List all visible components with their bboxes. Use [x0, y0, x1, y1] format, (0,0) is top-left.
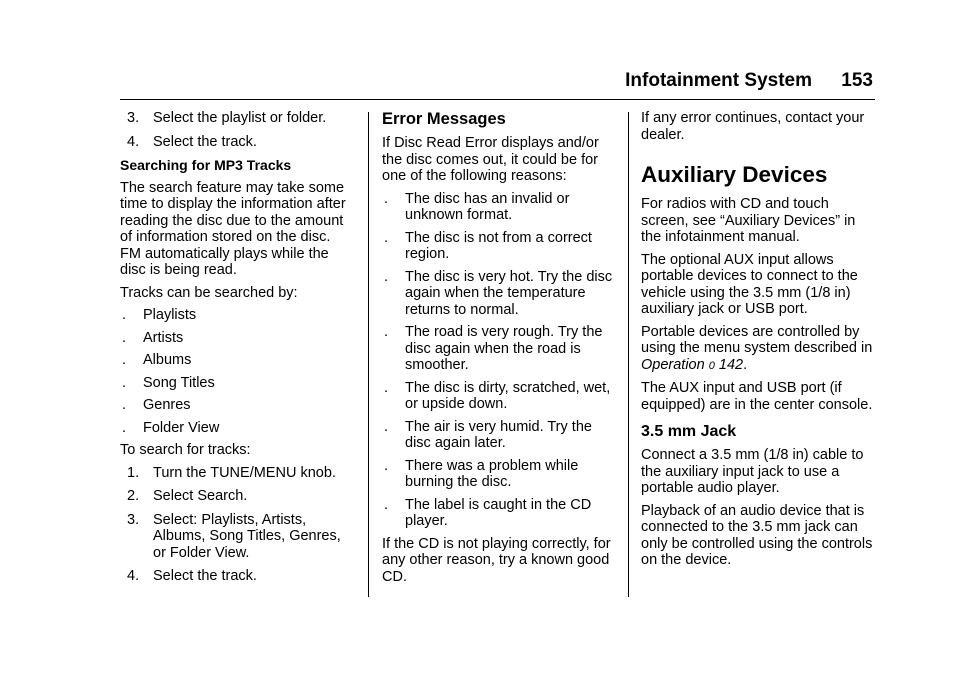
heading-auxiliary-devices: Auxiliary Devices — [641, 162, 828, 187]
list-item: . The disc is very hot. Try the disc again when the temperature returns to normal. — [384, 268, 613, 318]
paragraph: Portable devices are controlled by using the menu system described in Operation 0 142. — [641, 323, 873, 373]
paragraph: Playback of an audio device that is connected to the 3.5 mm jack can only be controlled using the controls on the device. — [641, 502, 873, 568]
list-item: . Artists — [122, 329, 184, 346]
step-item: 3. Select: Playlists, Artists, Albums, Song Titles, Genres, or Folder View. — [127, 511, 341, 561]
heading-jack: 3.5 mm Jack — [641, 423, 737, 440]
column-1 — [120, 110, 352, 592]
paragraph: If Disc Read Error displays and/or the disc comes out, it could be for one of the following reasons: — [382, 135, 599, 184]
paragraph: Connect a 3.5 mm (1/8 in) cable to the auxiliary input jack to use a portable audio player. — [641, 447, 864, 496]
list-item: . Playlists — [122, 307, 197, 323]
paragraph: Tracks can be searched by: — [120, 284, 298, 301]
paragraph: The optional AUX input allows portable devices to connect to the vehicle using the 3.5 mm (1/8 in) auxiliary jack or USB port. — [641, 251, 858, 317]
list-item: . There was a problem while burning the disc. — [384, 457, 579, 490]
page-section-title: Infotainment System — [625, 70, 812, 91]
list-item: . The disc has an invalid or unknown format. — [384, 190, 570, 223]
step-item: 2. Select Search. — [127, 488, 248, 504]
list-item: . Albums — [122, 352, 192, 368]
list-item: . The disc is dirty, scratched, wet, or upside down. — [384, 379, 611, 412]
list-item: . Folder View — [122, 419, 220, 436]
paragraph: The search feature may take some time to display the information after reading the disc due to the amount of information stored on the disc. FM automatically plays while the disc is being read. — [120, 179, 346, 278]
column-divider-1 — [368, 112, 369, 597]
list-item: . The air is very humid. Try the disc again later. — [384, 418, 592, 451]
column-3 — [641, 110, 875, 575]
column-2 — [382, 110, 614, 591]
paragraph: If the CD is not playing correctly, for any other reason, try a known good CD. — [382, 535, 611, 585]
paragraph: The AUX input and USB port (if equipped) are in the center console. — [641, 380, 873, 413]
list-item: . Song Titles — [122, 374, 215, 391]
step-item: 4. Select the track. — [127, 568, 257, 584]
header-rule — [120, 99, 875, 100]
heading-error-messages: Error Messages — [382, 110, 506, 128]
cross-reference-link[interactable]: Operation 0 142 — [641, 356, 744, 373]
list-item: . Genres — [122, 397, 191, 413]
list-item: . The road is very rough. Try the disc again when the road is smoother. — [384, 324, 603, 373]
step-item: 3. Select the playlist or folder. — [127, 110, 327, 126]
subheading-mp3-search: Searching for MP3 Tracks — [120, 157, 292, 173]
paragraph: For radios with CD and touch screen, see “Auxiliary Devices” in the infotainment manual. — [641, 196, 856, 245]
step-item: 1. Turn the TUNE/MENU knob. — [127, 464, 336, 481]
paragraph: If any error continues, contact your dealer. — [641, 110, 865, 143]
paragraph: To search for tracks: — [120, 442, 251, 458]
page-reference-icon: 0 — [708, 359, 715, 372]
page-number: 153 — [841, 70, 873, 91]
list-item: . The disc is not from a correct region. — [384, 229, 592, 262]
step-item: 4. Select the track. — [127, 133, 257, 150]
list-item: . The label is caught in the CD player. — [384, 496, 592, 529]
column-divider-2 — [628, 112, 629, 597]
